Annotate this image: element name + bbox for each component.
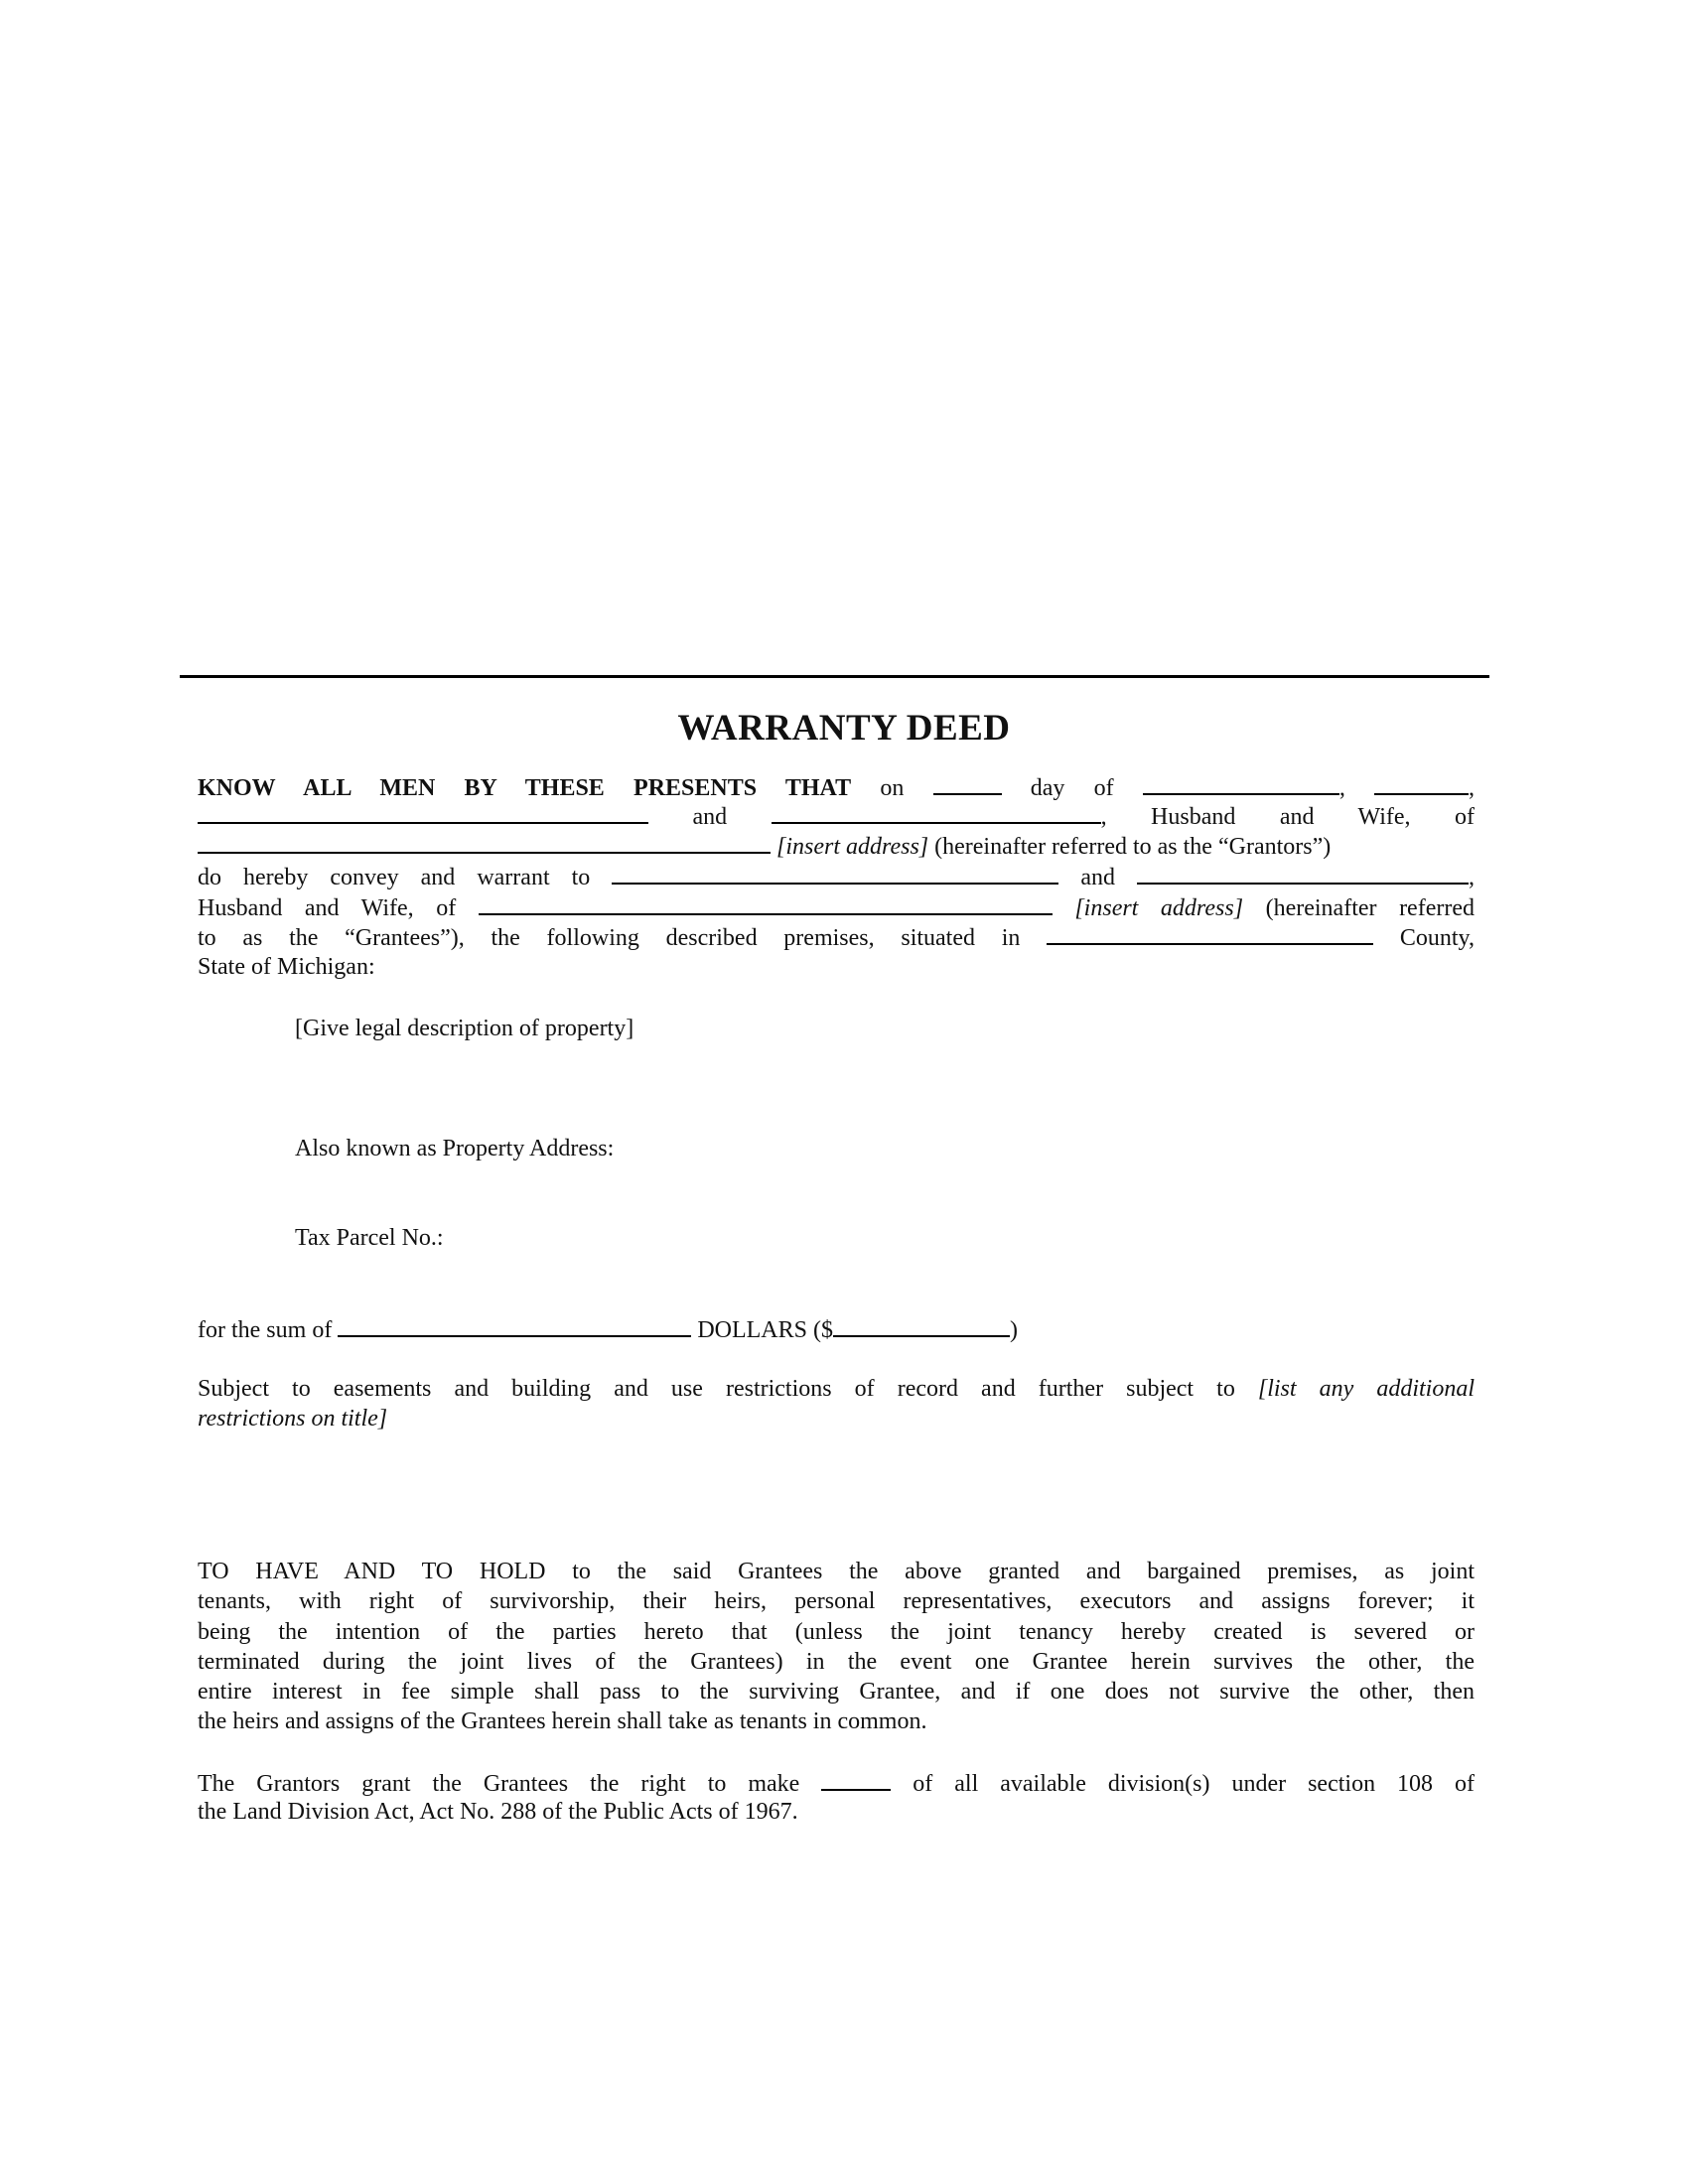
text: , — [1338, 775, 1345, 801]
text: do hereby convey and warrant to — [198, 865, 591, 890]
legal-description-placeholder: [Give legal description of property] — [295, 1016, 634, 1041]
habendum-line: being the intention of the parties hereto that (unless the joint tenancy hereby created is severed or — [198, 1619, 1475, 1645]
intro-line-7: State of Michigan: — [198, 954, 375, 980]
grantee-address-blank[interactable] — [479, 891, 1053, 915]
intro-line-6 — [198, 921, 1475, 951]
intro-bold-text: KNOW ALL MEN BY THESE PRESENTS THAT — [198, 775, 852, 801]
text: The Grantors grant the Grantees the right to make — [198, 1771, 800, 1797]
text: (hereinafter referred to as the “Grantors”) — [934, 834, 1332, 860]
text: , Husband and Wife, of — [1100, 804, 1475, 830]
text: (hereinafter referred — [1265, 895, 1475, 921]
grantor-2-blank[interactable] — [772, 800, 1101, 824]
habendum-line: tenants, with right of survivorship, their heirs, personal representatives, executors and assigns forever; it — [198, 1588, 1475, 1614]
day-blank[interactable] — [933, 771, 1002, 795]
grantor-1-blank[interactable] — [198, 800, 648, 824]
habendum-line: the heirs and assigns of the Grantees herein shall take as tenants in common. — [198, 1708, 927, 1734]
sum-line — [198, 1313, 1475, 1343]
year-blank[interactable] — [1374, 771, 1469, 795]
divisions-blank[interactable] — [821, 1767, 891, 1791]
text: and — [692, 804, 728, 830]
division-line-1 — [198, 1767, 1475, 1797]
division-line-2: the Land Division Act, Act No. 288 of the Public Acts of 1967. — [198, 1799, 798, 1825]
tax-parcel-label: Tax Parcel No.: — [295, 1225, 444, 1251]
text: on — [880, 775, 905, 801]
grantee-2-blank[interactable] — [1137, 861, 1469, 885]
text: of all available division(s) under section 108 of — [913, 1771, 1476, 1797]
county-blank[interactable] — [1047, 921, 1373, 945]
text: , — [1469, 775, 1476, 801]
intro-line-4 — [198, 861, 1475, 890]
intro-line-5 — [198, 891, 1475, 921]
sum-amount-blank[interactable] — [833, 1313, 1010, 1337]
intro-line-2 — [198, 800, 1475, 830]
text: to as the “Grantees”), the following described premises, situated in — [198, 925, 1021, 951]
placeholder-text: [list any additional — [1257, 1376, 1475, 1402]
text: Subject to easements and building and use restrictions of record and further subject to — [198, 1376, 1235, 1402]
subject-line-2: restrictions on title] — [198, 1406, 388, 1432]
text: and — [1080, 865, 1115, 890]
placeholder-text: [insert address] — [776, 834, 929, 860]
text: County, — [1399, 925, 1475, 951]
text: for the sum of — [198, 1317, 333, 1343]
text: ) — [1009, 1317, 1018, 1343]
habendum-line: entire interest in fee simple shall pass to the surviving Grantee, and if one does not survive the other, then — [198, 1679, 1475, 1705]
document-title: WARRANTY DEED — [677, 708, 1011, 749]
placeholder-text: [insert address] — [1074, 895, 1244, 921]
intro-line-1 — [198, 771, 1475, 801]
grantee-1-blank[interactable] — [612, 861, 1058, 885]
grantor-address-blank[interactable] — [198, 830, 771, 854]
text: Husband and Wife, of — [198, 895, 457, 921]
text: day of — [1030, 775, 1114, 801]
property-address-label: Also known as Property Address: — [295, 1136, 615, 1161]
text: , — [1469, 865, 1475, 890]
sum-words-blank[interactable] — [338, 1313, 691, 1337]
subject-line-1 — [198, 1374, 1475, 1404]
intro-line-3 — [198, 830, 1475, 860]
text: DOLLARS ($ — [697, 1317, 833, 1343]
habendum-line: terminated during the joint lives of the Grantees) in the event one Grantee herein survives the other, the — [198, 1649, 1475, 1675]
habendum-line: TO HAVE AND TO HOLD to the said Grantees the above granted and bargained premises, as joint — [198, 1559, 1475, 1584]
month-blank[interactable] — [1143, 771, 1339, 795]
header-rule — [180, 675, 1489, 678]
